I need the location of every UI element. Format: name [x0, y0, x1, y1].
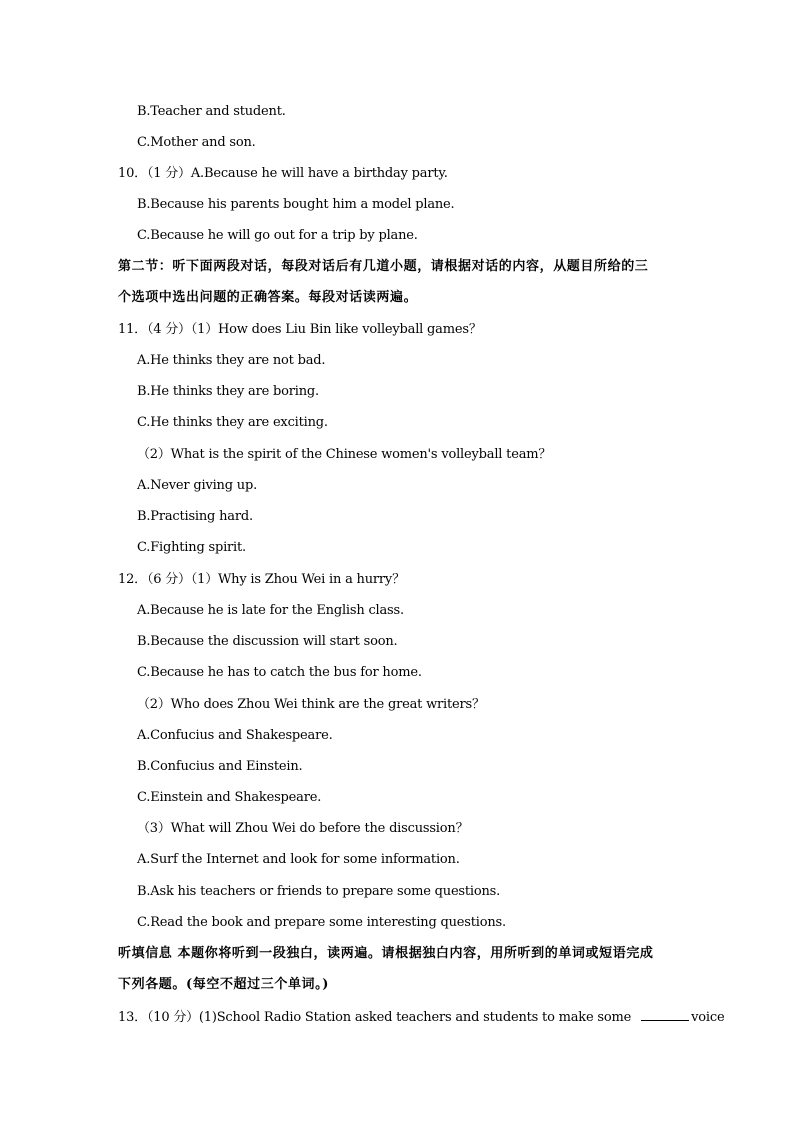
question-11-part-2: （2）What is the spirit of the Chinese women's volleyball team？ [137, 447, 552, 462]
question-13-prefix: 13．（10 分）(1)School Radio Station asked teachers and students to make some [118, 1010, 632, 1025]
question-12-part-2: （2）Who does Zhou Wei think are the great writers？ [137, 697, 485, 712]
question-12-part-1: 12．（6 分）（1）Why is Zhou Wei in a hurry？ [118, 572, 405, 587]
question-12-part-3: （3）What will Zhou Wei do before the discussion？ [137, 821, 469, 836]
question-12-3-option-a: A.Surf the Internet and look for some information. [137, 852, 460, 867]
option-c-mother-son: C.Mother and son. [137, 135, 256, 150]
question-13-part-1 [118, 1008, 724, 1027]
listening-fill-instruction-line2: 下列各题。(每空不超过三个单词。) [118, 977, 330, 992]
question-12-2-option-b: B.Confucius and Einstein. [137, 759, 303, 774]
question-11-2-option-c: C.Fighting spirit. [137, 540, 246, 555]
question-10-option-c: C.Because he will go out for a trip by plane. [137, 228, 418, 243]
question-11-1-option-b: B.He thinks they are boring. [137, 384, 319, 399]
question-11-part-1: 11．（4 分）（1）How does Liu Bin like volleyball games？ [118, 322, 482, 337]
question-12-3-option-c: C.Read the book and prepare some interesting questions. [137, 915, 506, 930]
section-2-instruction-line1: 第二节：听下面两段对话，每段对话后有几道小题，请根据对话的内容，从题目所给的三 [118, 259, 649, 274]
question-12-2-option-a: A.Confucius and Shakespeare. [137, 728, 333, 743]
question-12-1-option-c: C.Because he has to catch the bus for home. [137, 665, 422, 680]
question-11-1-option-c: C.He thinks they are exciting. [137, 415, 328, 430]
question-11-2-option-b: B.Practising hard. [137, 509, 253, 524]
option-b-teacher-student: B.Teacher and student. [137, 104, 286, 119]
question-11-1-option-a: A.He thinks they are not bad. [137, 353, 326, 368]
question-12-1-option-a: A.Because he is late for the English class. [137, 603, 404, 618]
question-11-2-option-a: A.Never giving up. [137, 478, 258, 493]
question-10-option-b: B.Because his parents bought him a model plane. [137, 197, 455, 212]
question-13-suffix: voice [691, 1010, 725, 1025]
listening-fill-instruction-line1: 听填信息 本题你将听到一段独白，读两遍。请根据独白内容，用所听到的单词或短语完成 [118, 946, 654, 961]
question-12-2-option-c: C.Einstein and Shakespeare. [137, 790, 322, 805]
section-2-instruction-line2: 个选项中选出问题的正确答案。每段对话读两遍。 [118, 290, 418, 305]
question-12-3-option-b: B.Ask his teachers or friends to prepare some questions. [137, 884, 501, 899]
question-10-option-a: 10．（1 分）A.Because he will have a birthday party. [118, 166, 448, 181]
question-12-1-option-b: B.Because the discussion will start soon. [137, 634, 398, 649]
answer-blank[interactable] [641, 1008, 689, 1021]
